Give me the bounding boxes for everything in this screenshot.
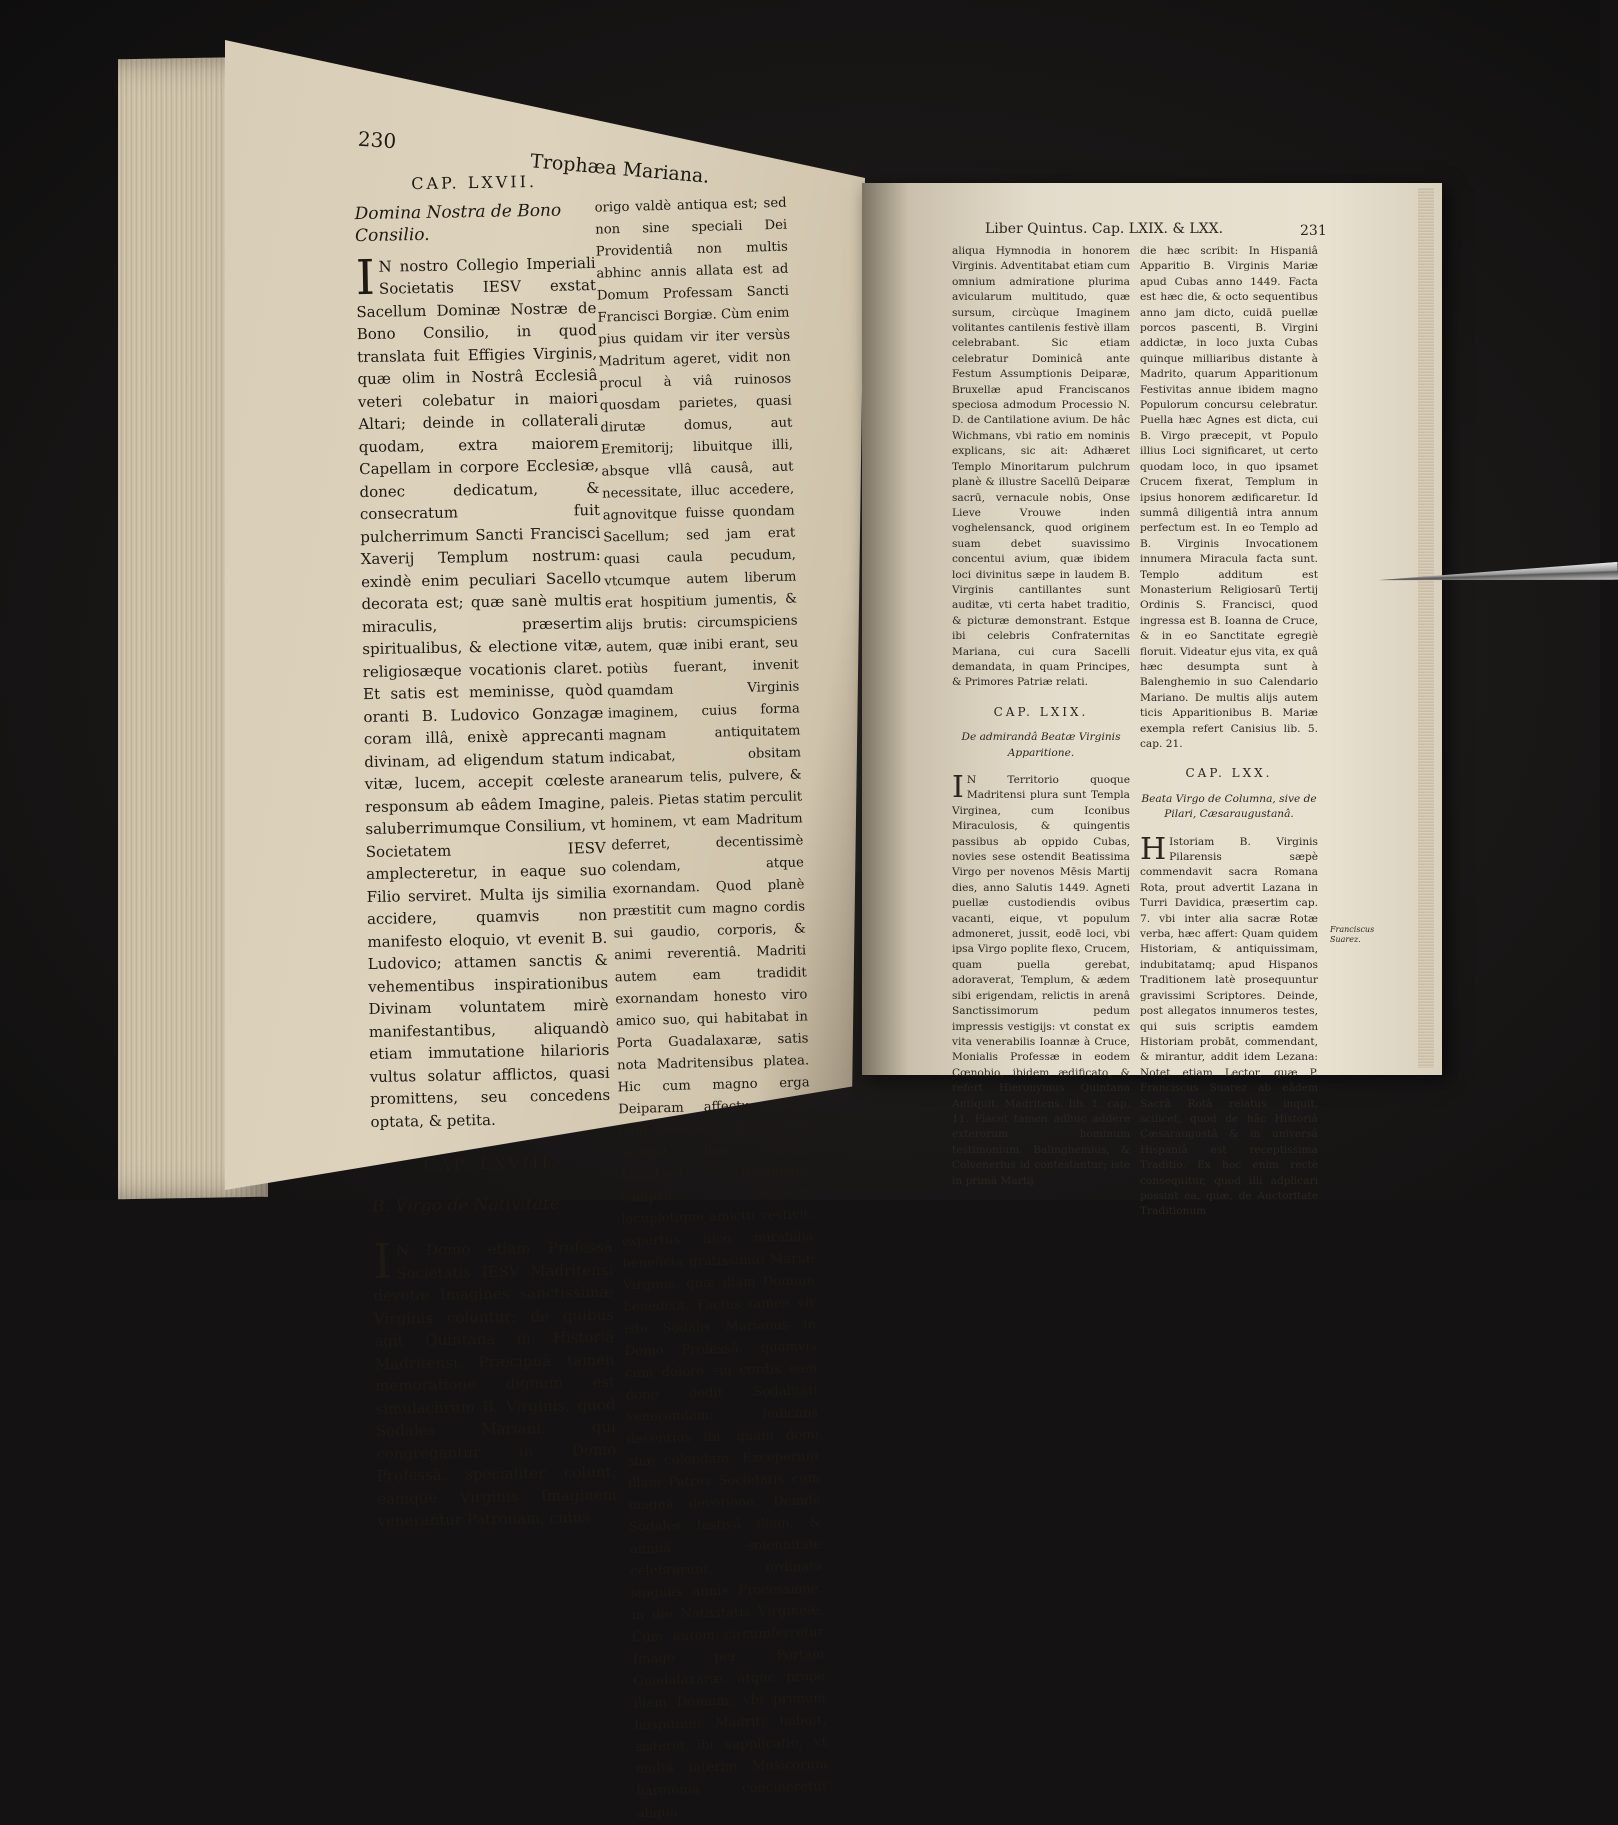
left-column-1 — [354, 170, 618, 1530]
chapter-heading: CAP. LXX. — [1185, 766, 1273, 781]
right-page-number: 231 — [1300, 223, 1327, 239]
chapter-heading: CAP. LXVIII. — [423, 1152, 559, 1175]
drop-cap: I — [355, 249, 376, 306]
left-column-2 — [594, 193, 829, 1822]
left-running-title: Trophæa Mariana. — [529, 150, 711, 188]
right-page-edge — [1418, 188, 1434, 1068]
chapter-title: B. Virgo de Nativitate. — [371, 1193, 566, 1217]
right-running-title: Liber Quintus. Cap. LXIX. & LXX. — [985, 221, 1224, 237]
paragraph: N Territorio quoque Madritensi plura sunt Templa Virginea, cum Iconibus Miraculosis, & quingentis passibus ab oppido Cubas, novies sese ostendit Beatissima Virgo per novenos Mēsis Martij dies, anno Salutis 1449. Agneti puellæ custodiendis ovibus vacanti, eique, vt populum admoneret, jussit, eodē loci, vbi ipsa Virgo poplite flexo, Crucem, quam puella gerebat, adoraverat, Templum, & ædem sibi erigendam, relictis in arenâ Sanctissimorum pedum impressis vestigijs: vt constat ex vita venerabilis Ioannæ à Cruce, Monialis Professæ in eodem Cœnobio, ibidem ædificato, & refert Hieronymus Quintana Antiquit. Madritens. lib. 1. cap. 11. Placet tamen adhuc addere exterorum hominum testimonium. Balinghemius, & Colvenerius id contestantur; iste in primâ Martij — [952, 774, 1130, 1187]
chapter-text — [355, 251, 610, 1133]
chapter-heading: CAP. LXIX. — [993, 704, 1089, 719]
paragraph: N nostro Collegio Imperiali Societatis IESV exstat Sacellum Dominæ Nostræ de Bono Consilio, in quod translata fuit Effigies Virginis, quæ olim in Nostrâ Ecclesiâ veteri colebatur in maiori Altari; deinde in collaterali quodam, extra maiorem Capellam in corpore Ecclesiæ, donec dedicatum, & consecratum fuit pulcherrimum Sancti Francisci Xaverij Templum nostrum: exindè enim peculiari Sacello decorata est; quæ sanè multis miraculis, præsertim spiritualibus, & electione vitæ, religiosæque vocationis claret. Et satis est meminisse, quòd oranti B. Ludovico Gonzagæ coram illâ, enixè apprecanti divinam, ad eligendum statum vitæ, lucem, accepit cœleste responsum ab eâdem Imagine, saluberrimumque Consilium, vt Societatem IESV amplecteretur, in eaque suo Filio serviret. Multa ijs similia accidere, quamvis non manifesto eloquio, vt evenit B. Ludovico; attamen sanctis & vehementibus inspirationibus Divinam voluntatem mirè manifestantibus, aliquandò etiam immutatione hilarioris vultus solatur afflictos, quasi promittens, seu concedens optata, & petita. — [356, 253, 611, 1131]
drop-cap: I — [372, 1233, 393, 1290]
right-column-1 — [952, 244, 1130, 1187]
paragraph: origo valdè antiqua est; sed non sine speciali Dei Providentiâ non multis abhinc annis allata est ad Domum Professam Sancti Francisci Borgiæ. Cùm enim pius quidam vir iter versùs Madritum ageret, vidit non procul à viâ ruinosos quosdam parietes, quasi dirutæ domus, aut Eremitorij; libuitque illi, absque vllâ causâ, aut necessitate, illuc accedere, agnovitque fuisse quondam Sacellum; sed jam erat quasi caula pecudum, vtcumque autem liberum erat hospitium jumentis, & alijs brutis: circumspiciens autem, quæ inibi erant, seu potiùs fuerant, invenit quamdam Virginis imaginem, cuius forma magnam antiquitatem indicabat, obsitam aranearum telis, pulvere, & paleis. Pietas statim perculit hominem, vt eam Madritum deferret, decentissimè colendam, atque exornandam. Quod planè præstitit cum magno cordis sui gaudio, corporis, & animi reverentiâ. Madriti autem eam tradidit exornandam honesto viro amico suo, qui habitabat in Porta Guadalaxaræ, satis nota Madritensibus platea. Hic cum magno erga Deiparam affectu, simul cum vxore suâ libentissimè accepit illam curam. Mundavit Imaginem, compsit, exornavit, locupletique amictu vestivit, expertus ilicò mirabilia beneficia gratissimæ Mariæ Virginis, quæ illam Domum benedixit. Factus tamen vir iste Sodalis Marianus in Domo Professâ, quamvis cum dolore sui cordis eam dono dedit Sodalitati venerandam; judicans decentiùs ibi, quàm domi suæ colendam. Exceperunt illam Patres Societatis cum magnâ devotione. Deindè Sodales festivâ illam, & annuâ solennitate celebrarunt, ordinatâ singulis annis Processione, in die Nativitatis Virgineæ. Cùm autem circumferretur Imago per Portam Guadalaxaræ, atque propè illam Domum, vbi primum hospitium Madriti habuit, sisteret ibi supplicatio, vt multâ interim Musicorum harmoniâ concineretur aliqua — [594, 195, 829, 1822]
drop-cap: H — [1140, 831, 1167, 867]
chapter-title: Domina Nostra de Bono Consilio. — [354, 200, 562, 247]
paragraph: Istoriam B. Virginis Pilarensis sæpè commendavit sacra Romana Rota, prout advertit Lazana in Turri Davidica, præsertim cap. 7. vbi inter alia sacræ Rotæ verba, hæc affert: Quam quidem Historiam, & antiquissimam, indubitatamq; apud Hispanos Traditionem latè prosequuntur gravissimi Scriptores. Deinde, post allegatos innumeros testes, qui suis scriptis eamdem Historiam probāt, commendant, & mirantur, addit idem Lezana: Notet etiam Lector, quæ P. Franciscus Suarez ab eâdem Sacrâ Rotâ relatus inquit, scilicet, quod de hâc Historiâ Cæsaraugustâ & in universâ Hispaniâ est receptissima Traditio. Ex hoc enim rectè consequitur, quod illi adplicari possint ea, quæ, de Auctoritate Traditionum — [1140, 835, 1318, 1218]
chapter-title: Beata Virgo de Columna, sive de Pilari, Cæsaraugustanâ. — [1141, 792, 1317, 821]
paragraph: N Domo etiam Professâ Societatis IESV Madritensi devotæ Imagines sanctissimæ Virginis coluntur; de quibus agit Quintana in Historiâ Madritensi. Præcipuâ tamen memoratione dignum est simulachrum B. Virginis, quod Sodales Mariani, qui congregantur in Domo Professâ, specialiter colunt; eamque Virginis Imaginem venerantur Patronam, cuius — [373, 1237, 618, 1530]
chapter-text — [372, 1233, 618, 1533]
paragraph: aliqua Hymnodia in honorem Virginis. Adventitabat etiam cum omnium admiratione plurima avicularum multitudo, quæ sursum, circùque Imaginem volitantes cantilenis festivè illam celebrabant. Sic etiam celebratur Dominicâ ante Festum Assumptionis Deiparæ, Bruxellæ apud Franciscanos speciosa admodum Processio N. D. de Cantilatione avium. De hâc Wichmans, vbi ratio em nominis explicans, sic ait: Adhæret Templo Minoritarum pulchrum planè & illustre Sacellū Deiparæ sacrū, vernacule nobis, Onse Lieve Vrouwe inden voghelensanck, quod originem suam debet suavissimo concentui avium, quæ ibidem loci divinitus sæpe in laudem B. Virginis cantillantes sunt auditæ, vti certa habet traditio, & picturæ demonstrant. Estque ibi celebris Confraternitas Mariana, cui cura Sacelli demandata, in quam Principes, & Primores Patriæ relati. — [952, 245, 1130, 689]
chapter-text — [1140, 831, 1318, 1220]
chapter-text — [952, 770, 1130, 1189]
margin-note: Franciscus Suarez. — [1330, 925, 1375, 944]
left-page-number: 230 — [357, 126, 397, 154]
drop-cap: I — [952, 770, 964, 805]
right-column-2 — [1140, 244, 1318, 1218]
paragraph: die hæc scribit: In Hispaniâ Apparitio B. Virginis Mariæ apud Cubas anno 1449. Facta est hæc die, & octo sequentibus anno jam dicto, cuidā puellæ porcos pascenti, B. Virgini addictæ, in loco juxta Cubas quinque milliaribus distante à Madrito, quarum Apparitionum Festivitas annue ibidem magno Populorum concursu celebratur. Puella hæc Agnes est dicta, cui B. Virgo præcepit, vt Populo illius Loci significaret, ut certo quodam loco, in quo ipsamet Crucem fixerat, Templum in ipsius honorem ædificaretur. Id summâ diligentiâ intra annum perfectum est. In eo Templo ad B. Virginis Invocationem innumera Miracula facta sunt. Templo additum est Monasterium Religiosarū Tertij Ordinis S. Francisci, quod ingressa est B. Ioanna de Cruce, & in eo Sanctitate egregiè floruit. Videatur ejus vita, ex quâ hæc desumpta sunt à Balenghemio in suo Calendario Mariano. De multis alijs autem ticis Apparitionibus B. Mariæ exempla refert Canisius lib. 5. cap. 21. — [1140, 245, 1318, 750]
chapter-title: De admirandâ Beatæ Virginis Apparitione. — [961, 731, 1121, 759]
chapter-heading: CAP. LXVII. — [411, 171, 538, 194]
